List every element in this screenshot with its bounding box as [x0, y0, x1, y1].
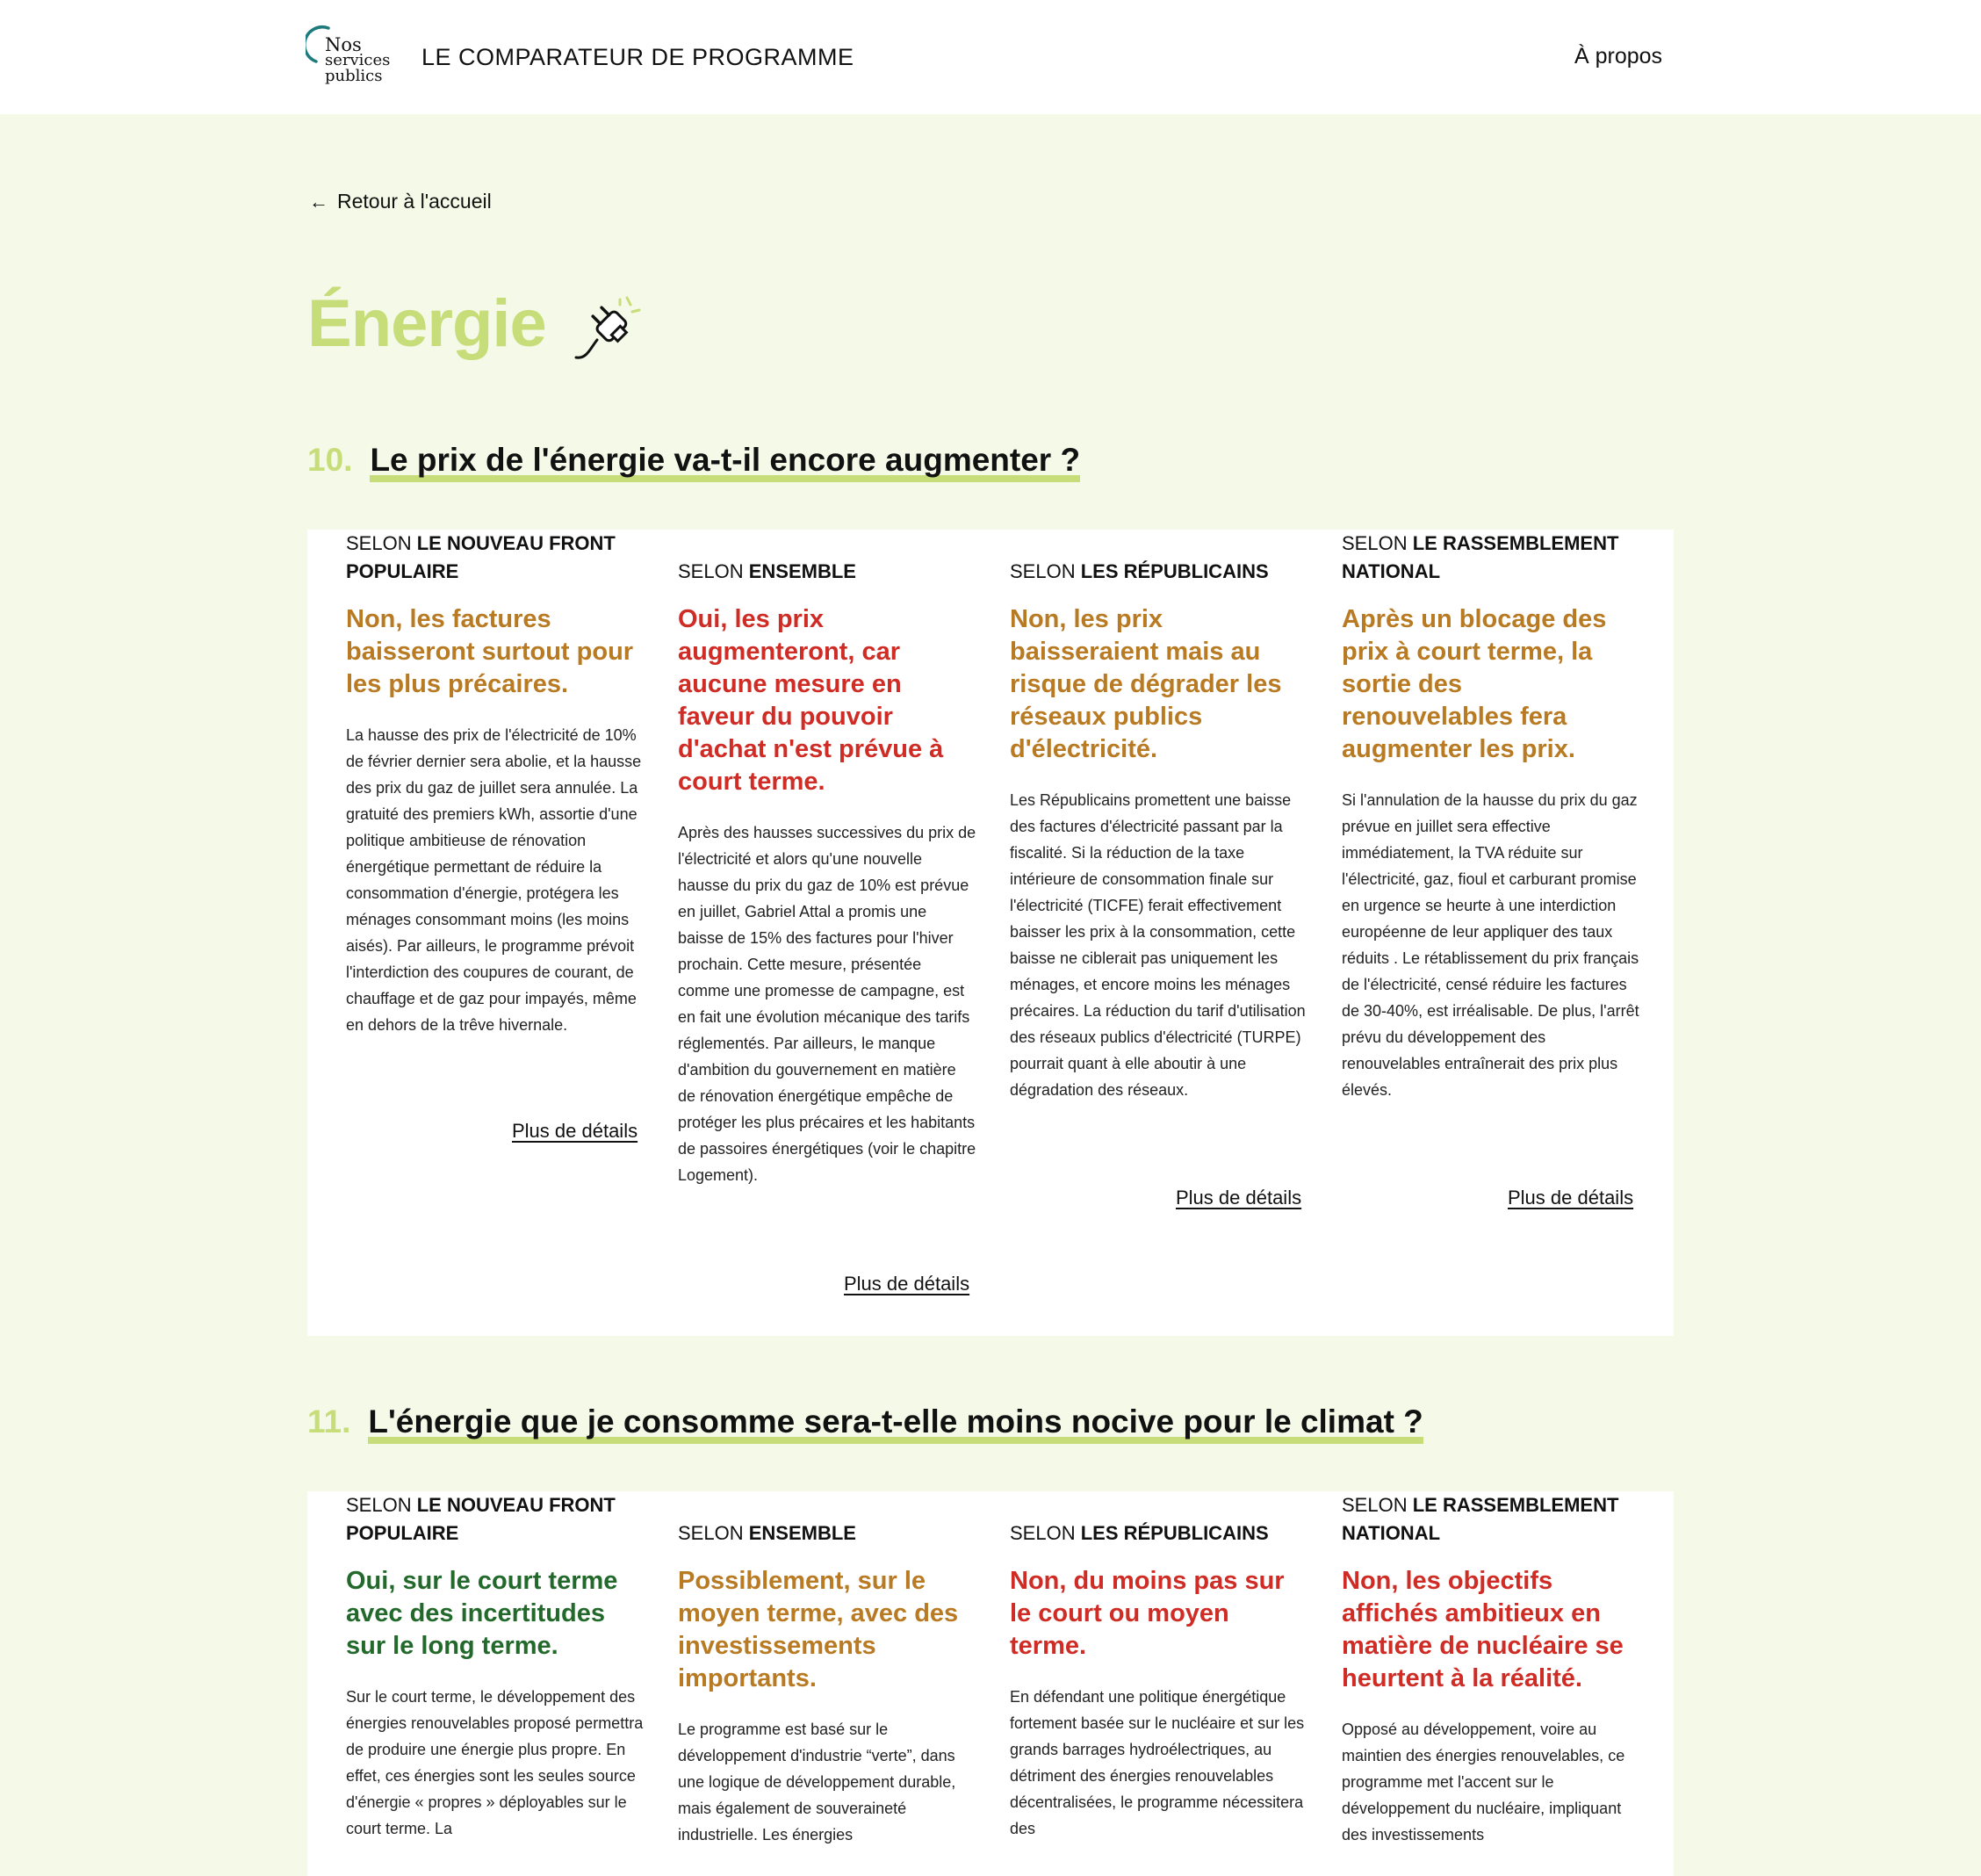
party-name: LES RÉPUBLICAINS [1080, 1522, 1269, 1544]
answer-verdict: Non, les factures baisseront surtout pour les plus précaires. [346, 605, 634, 698]
logo-text [325, 34, 391, 85]
site-title[interactable]: LE COMPARATEUR DE PROGRAMME [421, 44, 854, 70]
details-link-lr[interactable]: Plus de détails [1176, 1187, 1302, 1209]
party-column-ensemble [678, 1491, 976, 1848]
answer-body: Les Républicains promettent une baisse des factures d'électricité passant par la fiscalité. Si la réduction de la taxe intérieure de consommation finale sur l'électricité (TICFE) ferait effectivement baisser les prix à la consommation, cette baisse ne ciblerait pas uniquement les ménages, et encore moins les ménages précaires. La réduction du tarif d'utilisation des réseaux publics d'électricité (TURPE) pourrait quant à elle aboutir à une dégradation des réseaux. [1010, 791, 1306, 1099]
party-header: SELON LE RASSEMBLEMENT NATIONAL [1342, 1494, 1619, 1544]
party-header: SELON LES RÉPUBLICAINS [1010, 1522, 1269, 1544]
question-number: 11. [307, 1403, 351, 1439]
party-name: ENSEMBLE [748, 1522, 856, 1544]
back-link-label: Retour à l'accueil [337, 190, 492, 213]
party-header: SELON LE NOUVEAU FRONT POPULAIRE [346, 1494, 616, 1544]
party-header: SELON LES RÉPUBLICAINS [1010, 560, 1269, 582]
back-to-home-link[interactable] [309, 190, 492, 213]
details-link-nfp[interactable]: Plus de détails [512, 1120, 638, 1142]
party-name: LE NOUVEAU FRONT POPULAIRE [346, 532, 616, 582]
details-link-rn[interactable]: Plus de détails [1508, 1187, 1634, 1209]
about-link[interactable]: À propos [1574, 44, 1663, 69]
party-column-rn [1342, 530, 1640, 1103]
question-10-heading [307, 442, 1080, 482]
answer-body: Après des hausses successives du prix de l'électricité et alors qu'une nouvelle hausse du prix du gaz de 10% est prévue en juillet, Gabriel Attal a promis une baisse de 15% des factures pour l'hiver prochain. Cette mesure, présentée comme une promesse de campagne, est en fait une évolution mécanique des tarifs réglementés. Par ailleurs, le manque d'ambition du gouvernement en matière de rénovation énergétique empêche de protéger les plus précaires et les habitants de passoires énergétiques (voir le chapitre Logement). [678, 824, 976, 1184]
party-name: LE NOUVEAU FRONT POPULAIRE [346, 1494, 616, 1544]
logo-line-3: publics [325, 67, 383, 85]
plug-icon [571, 294, 641, 364]
question-number: 10. [307, 442, 353, 478]
question-title: Le prix de l'énergie va-t-il encore augmenter ? [370, 442, 1080, 482]
answer-verdict: Non, les prix baisseraient mais au risque de dégrader les réseaux publics d'électricité. [1010, 605, 1282, 763]
question-10-card [307, 530, 1674, 1336]
logo-line-2: services [325, 51, 391, 69]
party-column-nfp [346, 530, 645, 1038]
party-column-lr [1010, 1491, 1308, 1842]
question-11-card [307, 1491, 1674, 1876]
party-name: LE RASSEMBLEMENT NATIONAL [1342, 1494, 1619, 1544]
answer-verdict: Non, les objectifs affichés ambitieux en matière de nucléaire se heurtent à la réalité. [1342, 1567, 1624, 1692]
answer-body: Le programme est basé sur le développement d'industrie “verte”, dans une logique de développement durable, mais également de souveraineté industrielle. Les énergies [678, 1721, 956, 1844]
party-name: LE RASSEMBLEMENT NATIONAL [1342, 532, 1619, 582]
answer-body: Sur le court terme, le développement des énergies renouvelables proposé permettra de produire une énergie plus propre. En effet, ces énergies sont les seules source d'énergie « propres » déployables sur le court terme. La [346, 1688, 644, 1837]
party-column-lr [1010, 530, 1308, 1103]
party-column-nfp [346, 1491, 645, 1842]
question-title: L'énergie que je consomme sera-t-elle moins nocive pour le climat ? [368, 1403, 1423, 1444]
party-name: ENSEMBLE [748, 560, 856, 582]
answer-verdict: Après un blocage des prix à court terme, la sortie des renouvelables fera augmenter les prix. [1342, 605, 1607, 763]
arrow-left-icon: ← [309, 190, 328, 213]
party-header: SELON LE NOUVEAU FRONT POPULAIRE [346, 532, 616, 582]
answer-body: En défendant une politique énergétique fortement basée sur le nucléaire et sur les grands barrages hydroélectriques, au détriment des énergies renouvelables décentralisées, le programme nécessitera des [1010, 1688, 1305, 1837]
site-logo[interactable] [306, 23, 393, 93]
answer-body: Si l'annulation de la hausse du prix du gaz prévue en juillet sera effective immédiatement, la TVA réduite sur l'électricité, gaz, fioul et carburant promise en urgence se heurte à une interdiction européenne de leur appliquer des taux réduits . Le rétablissement du prix français de l'électricité, censé réduire les factures de 30-40%, est irréalisable. De plus, l'arrêt prévu du développement des renouvelables entraînerait des prix plus élevés. [1342, 791, 1639, 1099]
logo-line-1: Nos [325, 34, 362, 55]
answer-verdict: Oui, sur le court terme avec des incertitudes sur le long terme. [346, 1567, 618, 1660]
party-column-rn [1342, 1491, 1640, 1848]
party-name: LES RÉPUBLICAINS [1080, 560, 1269, 582]
party-header: SELON LE RASSEMBLEMENT NATIONAL [1342, 532, 1619, 582]
top-navigation-bar [0, 0, 1981, 114]
answer-body: La hausse des prix de l'électricité de 10% de février dernier sera abolie, et la hausse des prix du gaz de juillet sera annulée. La gratuité des premiers kWh, assortie d'une politique ambitieuse de rénovation énergétique permettant de réduire la consommation d'énergie, protégera les ménages consommant moins (les moins aisés). Par ailleurs, le programme prévoit l'interdiction des coupures de courant, de chauffage et de gaz pour impayés, même en dehors de la trêve hivernale. [346, 726, 642, 1034]
party-header: SELON ENSEMBLE [678, 560, 856, 582]
question-11-heading [307, 1403, 1423, 1444]
answer-verdict: Non, du moins pas sur le court ou moyen terme. [1010, 1567, 1285, 1660]
answer-body: Opposé au développement, voire au maintien des énergies renouvelables, ce programme met l'accent sur le développement du nucléaire, impliquant des investissements [1342, 1721, 1625, 1844]
party-header: SELON ENSEMBLE [678, 1522, 856, 1544]
answer-verdict: Possiblement, sur le moyen terme, avec des investissements importants. [678, 1567, 959, 1692]
details-link-ensemble[interactable]: Plus de détails [844, 1273, 970, 1295]
page-title: Énergie [307, 286, 546, 361]
party-column-ensemble [678, 530, 976, 1188]
answer-verdict: Oui, les prix augmenteront, car aucune mesure en faveur du pouvoir d'achat n'est prévue à court terme. [678, 605, 944, 796]
